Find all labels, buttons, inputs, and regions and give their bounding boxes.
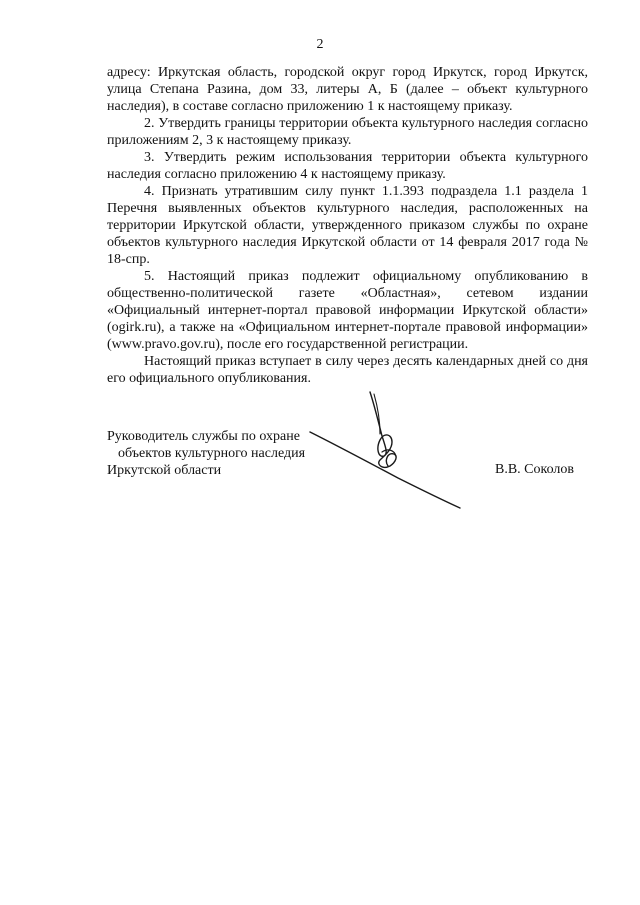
paragraph-item-3: 3. Утвердить режим использования территории объекта культурного наследия согласно приложению 4 к настоящему приказу. [107,150,588,182]
page-number: 2 [316,37,324,52]
handwritten-signature [308,390,468,510]
position-line: объектов культурного наследия [118,446,306,461]
position-line: Иркутской области [107,463,222,478]
signatory-name: В.В. Соколов [495,462,575,477]
position-line: Руководитель службы по охране [107,429,300,444]
paragraph-item-2: 2. Утвердить границы территории объекта культурного наследия согласно приложениям 2, 3 к настоящему приказу. [107,116,588,148]
paragraph-address: адресу: Иркутская область, городской округ город Иркутск, город Иркутск, улица Степана Разина, дом 33, литеры А, Б (далее – объект культурного наследия), в составе согласно приложению 1 к настоящему приказу. [107,65,588,114]
paragraph-item-4: 4. Признать утратившим силу пункт 1.1.393 подраздела 1.1 раздела 1 Перечня выявленных объектов культурного наследия, расположенных на территории Иркутской области, утвержденного приказом службы по охране объектов культурного наследия Иркутской области от 14 февраля 2017 года № 18-спр. [107,184,588,267]
paragraph-effective-date: Настоящий приказ вступает в силу через десять календарных дней со дня его официального опубликования. [107,354,588,386]
paragraph-item-5: 5. Настоящий приказ подлежит официальному опубликованию в общественно-политической газете «Областная», сетевом издании «Официальный интернет-портал правовой информации Иркутской области» (ogirk.ru), а также на «Официальном интернет-портале правовой информации» (www.pravo.gov.ru), после его государственной регистрации. [107,269,588,352]
signatory-position [107,428,322,479]
document-body [107,64,588,387]
